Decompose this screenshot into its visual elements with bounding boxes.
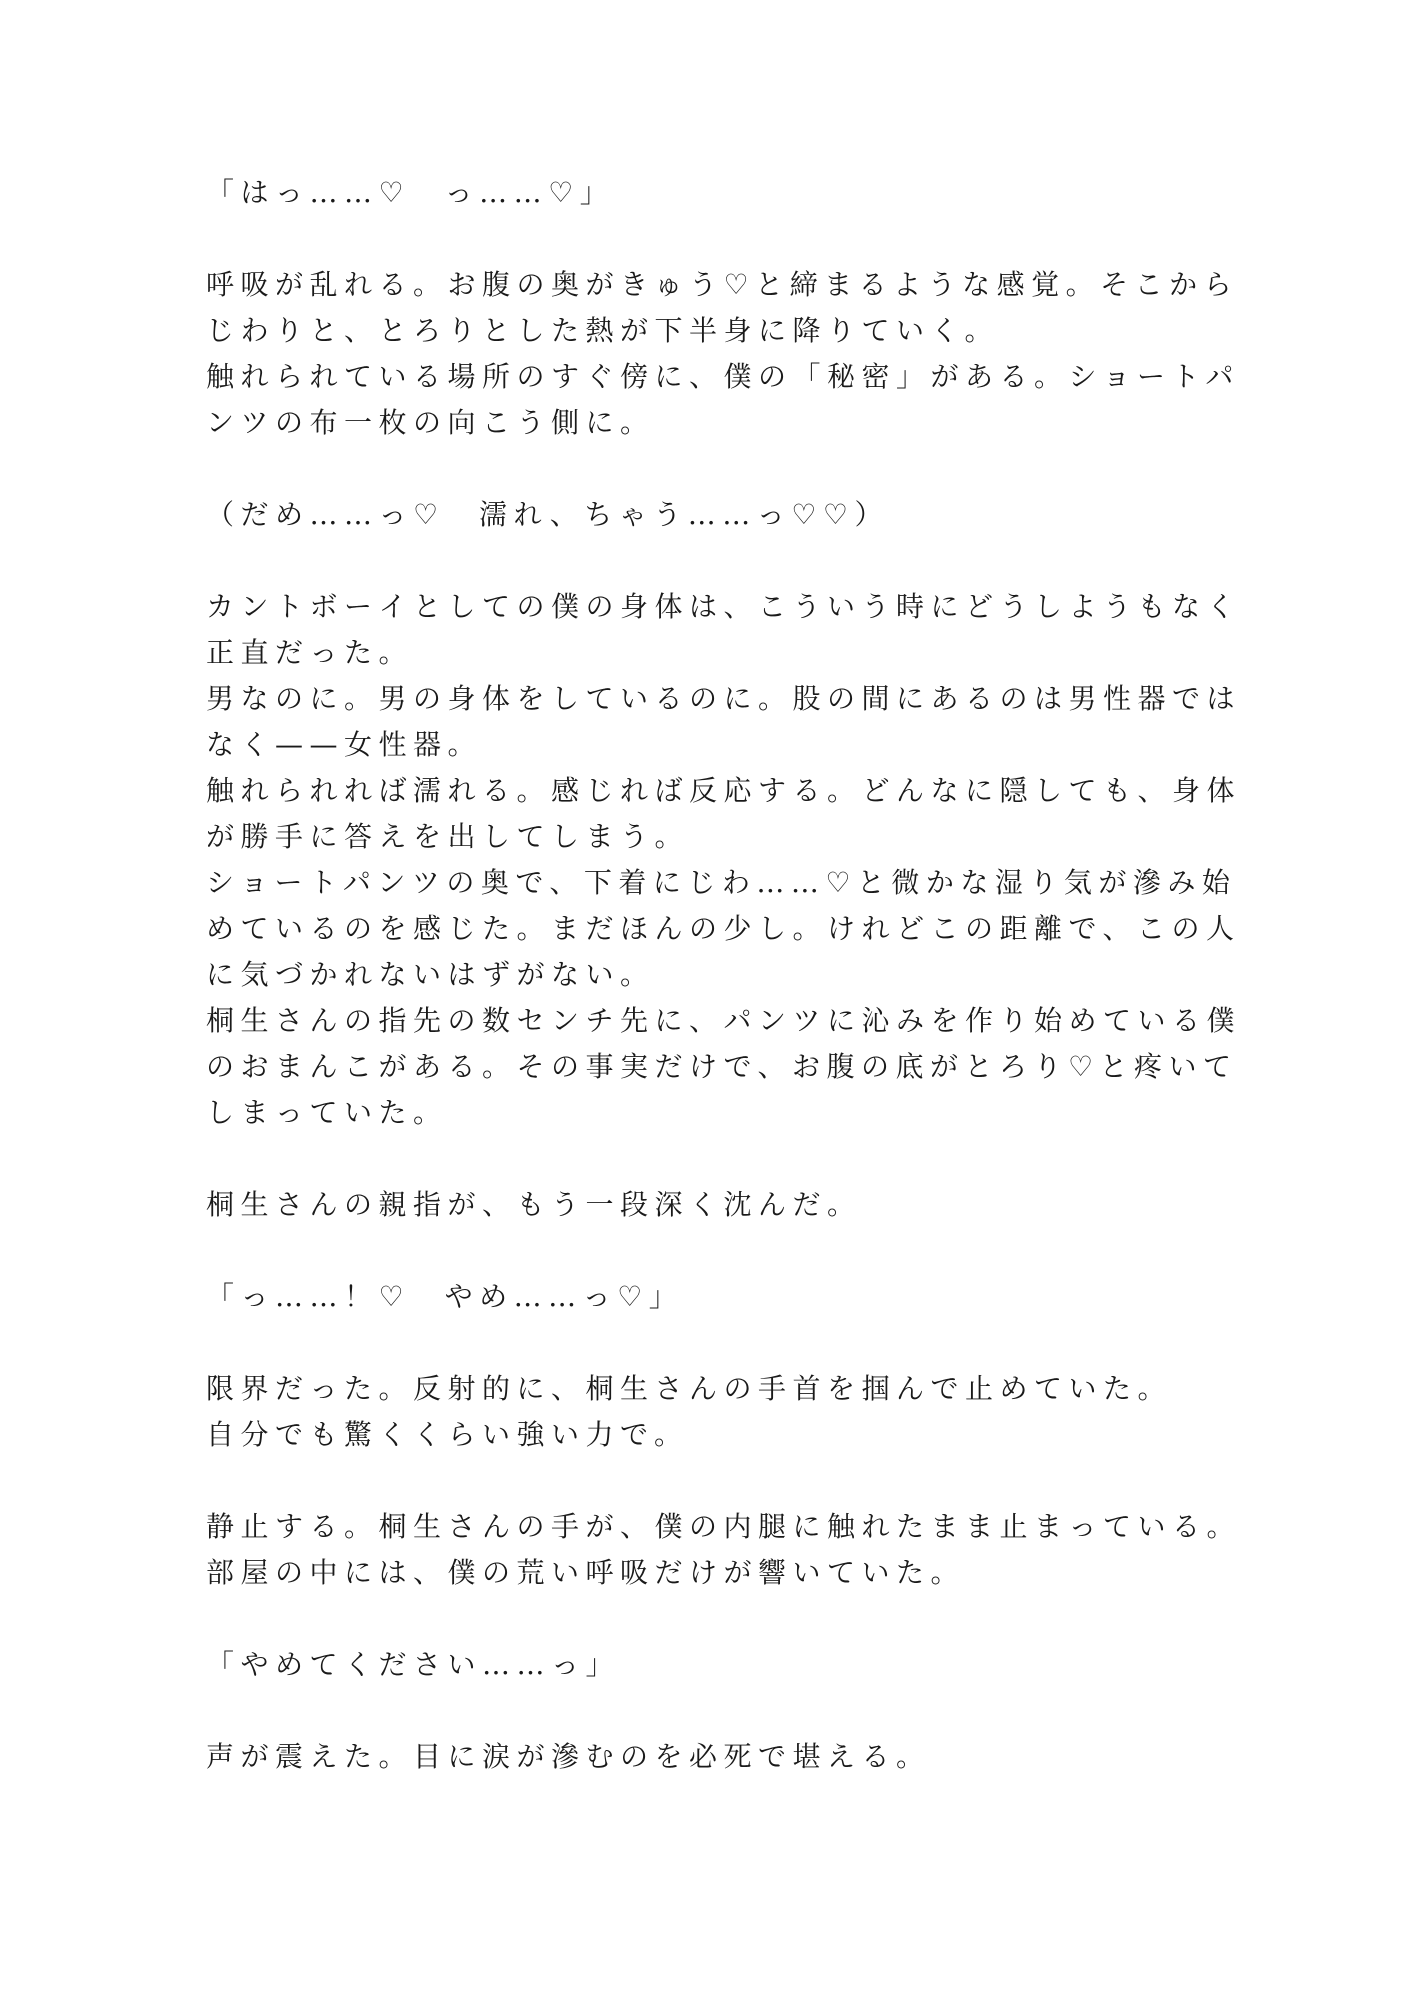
blank-line (206, 216, 1206, 262)
text-line: ショートパンツの奥で、下着にじわ……♡と微かな湿り気が滲み始 (206, 866, 1237, 899)
blank-line (206, 538, 1206, 584)
text-line: （だめ……っ♡ 濡れ、ちゃう……っ♡♡） (206, 498, 889, 531)
blank-line (206, 1458, 1206, 1504)
text-line: 「はっ……♡ っ……♡」 (206, 176, 615, 209)
text-line: 触れられれば濡れる。感じれば反応する。どんなに隠しても、身体 (206, 774, 1242, 807)
text-line: 桐生さんの親指が、もう一段深く沈んだ。 (206, 1188, 862, 1221)
text-line: のおまんこがある。その事実だけで、お腹の底がとろり♡と疼いて (206, 1050, 1238, 1083)
text-line: めているのを感じた。まだほんの少し。けれどこの距離で、この人 (206, 912, 1241, 945)
blank-line (206, 1228, 1206, 1274)
text-line: じわりと、とろりとした熱が下半身に降りていく。 (206, 314, 999, 347)
text-line: 桐生さんの指先の数センチ先に、パンツに沁みを作り始めている僕 (206, 1004, 1242, 1037)
text-line: ンツの布一枚の向こう側に。 (206, 406, 655, 439)
blank-line (206, 1596, 1206, 1642)
text-line: に気づかれないはずがない。 (206, 958, 655, 991)
text-line: 男なのに。男の身体をしているのに。股の間にあるのは男性器では (206, 682, 1242, 715)
text-line: 「やめてください……っ」 (206, 1648, 621, 1681)
text-line: 正直だった。 (206, 636, 414, 669)
text-line: 自分でも驚くくらい強い力で。 (206, 1418, 689, 1451)
blank-line (206, 1320, 1206, 1366)
text-line: なく——女性器。 (206, 728, 483, 761)
text-line: カントボーイとしての僕の身体は、こういう時にどうしようもなく (206, 590, 1242, 623)
text-line: 限界だった。反射的に、桐生さんの手首を掴んで止めていた。 (206, 1372, 1173, 1405)
document-page (206, 170, 1242, 1780)
text-line: 触れられている場所のすぐ傍に、僕の「秘密」がある。ショートパ (206, 360, 1240, 393)
text-line: 声が震えた。目に涙が滲むのを必死で堪える。 (206, 1740, 931, 1773)
text-line: 静止する。桐生さんの手が、僕の内腿に触れたまま止まっている。 (206, 1510, 1242, 1543)
text-line: 部屋の中には、僕の荒い呼吸だけが響いていた。 (206, 1556, 966, 1589)
blank-line (206, 446, 1206, 492)
blank-line (206, 1136, 1206, 1182)
text-line: が勝手に答えを出してしまう。 (206, 820, 690, 853)
text-line: しまっていた。 (206, 1096, 448, 1129)
blank-line (206, 1688, 1206, 1734)
text-line: 「っ……！♡ やめ……っ♡」 (206, 1280, 684, 1313)
text-line: 呼吸が乱れる。お腹の奥がきゅう♡と締まるような感覚。そこから (206, 268, 1239, 301)
